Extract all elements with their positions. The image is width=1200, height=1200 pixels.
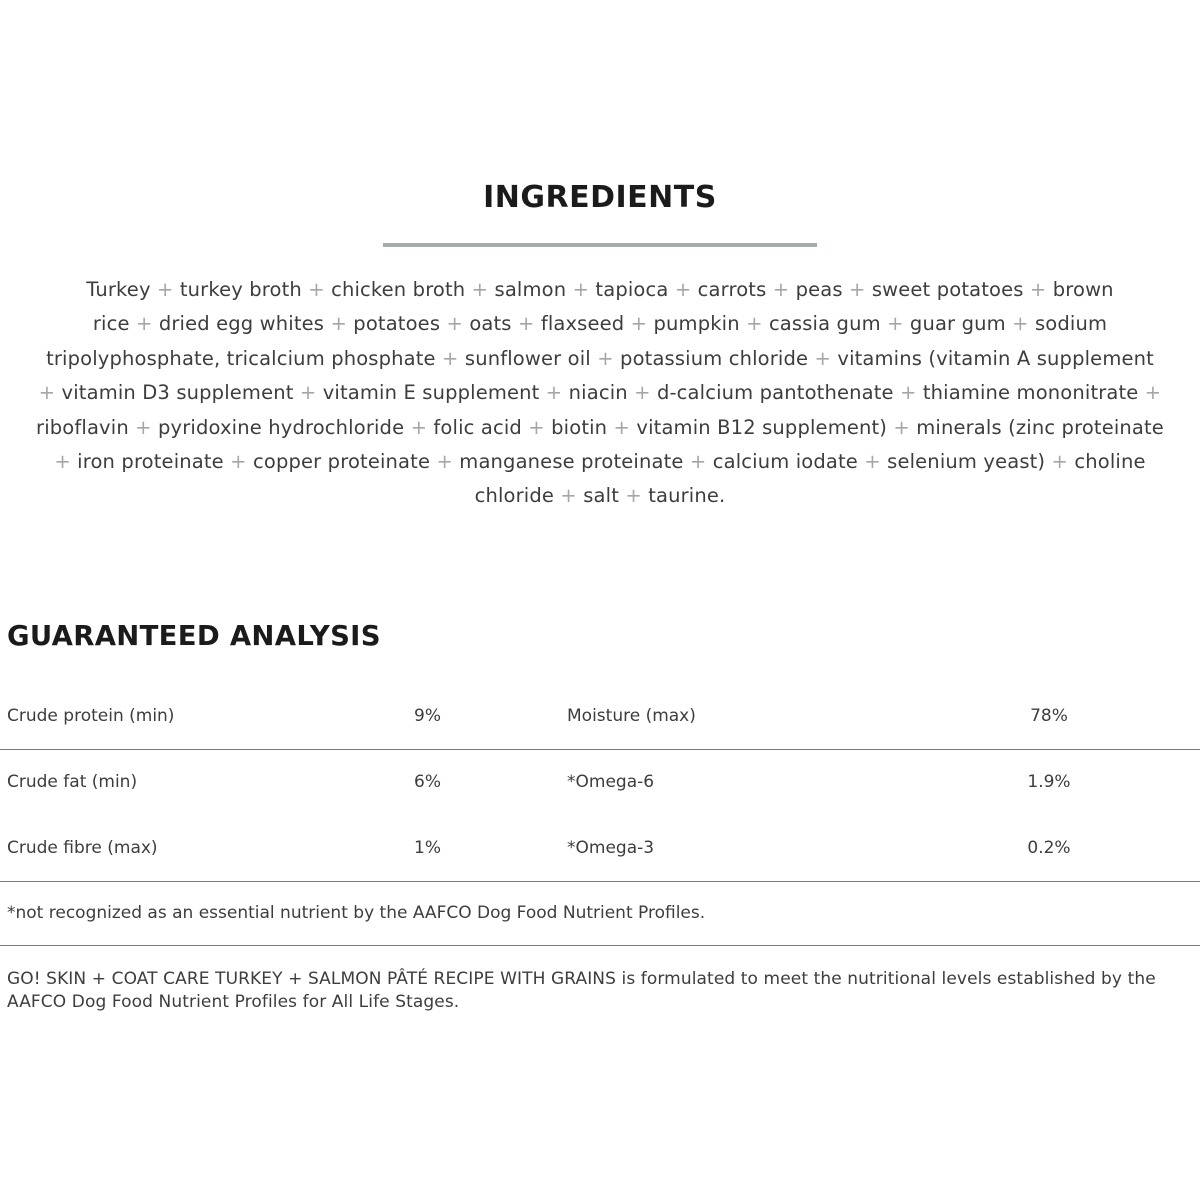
table-row — [0, 750, 1200, 816]
plus-separator: + — [1045, 450, 1075, 474]
plus-separator: + — [857, 450, 888, 474]
ingredient-item: manganese proteinate — [459, 450, 684, 474]
plus-separator: + — [223, 450, 254, 474]
plus-separator: + — [590, 346, 621, 370]
ingredient-item: minerals (zinc proteinate — [916, 415, 1164, 439]
plus-separator: + — [1005, 312, 1035, 336]
plus-separator: + — [521, 415, 552, 439]
ingredient-item: oats — [469, 312, 512, 336]
ingredients-line — [0, 342, 1200, 376]
ingredient-item: vitamin B12 supplement) — [636, 415, 894, 439]
nutrient-value: 9% — [414, 706, 441, 726]
ingredient-item: vitamin E supplement — [322, 381, 540, 405]
ingredient-item: dried egg whites — [158, 312, 325, 336]
ingredient-item: rice — [92, 312, 130, 336]
plus-separator: + — [624, 312, 654, 336]
plus-separator: + — [435, 346, 465, 370]
ingredient-item: sodium — [1034, 312, 1108, 336]
ingredients-line — [0, 273, 1200, 307]
nutrient-value: 78% — [1030, 706, 1068, 726]
ingredients-list — [0, 273, 1200, 514]
ingredient-item: sweet potatoes — [871, 278, 1024, 301]
ingredient-item: thiamine mononitrate — [922, 381, 1139, 405]
ingredients-heading: INGREDIENTS — [483, 180, 717, 215]
ingredient-item: iron proteinate — [77, 450, 224, 474]
ingredients-line — [0, 479, 1200, 513]
ingredient-item: pyridoxine hydrochloride — [158, 415, 405, 439]
aafco-statement: GO! SKIN + COAT CARE TURKEY + SALMON PÂTÉ RECIPE WITH GRAINS is formulated to meet the nutritional levels established by the AAFCO Dog Food Nutrient Profiles for All Life Stages. — [7, 969, 1156, 1012]
plus-separator: + — [1138, 381, 1162, 405]
ingredient-item: guar gum — [909, 312, 1006, 336]
ingredients-line — [0, 307, 1200, 341]
ingredient-item: flaxseed — [540, 312, 625, 336]
nutrient-value: 0.2% — [1027, 838, 1071, 858]
nutrient-label: Moisture (max) — [567, 706, 696, 726]
ingredient-item: pumpkin — [653, 312, 740, 336]
plus-separator: + — [808, 346, 838, 370]
ingredient-item: potassium chloride — [620, 346, 809, 370]
plus-separator: + — [324, 312, 354, 336]
plus-separator: + — [54, 450, 78, 474]
footnote-text: *not recognized as an essential nutrient by the AAFCO Dog Food Nutrient Profiles. — [7, 903, 706, 923]
footnote — [0, 880, 1200, 946]
guaranteed-analysis-table — [0, 684, 1200, 882]
plus-separator: + — [893, 415, 917, 439]
plus-separator: + — [430, 450, 460, 474]
ingredient-item: selenium yeast) — [887, 450, 1046, 474]
ingredient-item: cassia gum — [768, 312, 881, 336]
plus-separator: + — [38, 381, 62, 405]
ingredient-item: vitamin D3 supplement — [61, 381, 294, 405]
ingredient-item: vitamins (vitamin A supplement — [837, 346, 1154, 370]
plus-separator: + — [440, 312, 470, 336]
table-row — [0, 684, 1200, 750]
plus-separator: + — [129, 312, 159, 336]
ingredient-item: sunflower oil — [464, 346, 591, 370]
plus-separator: + — [627, 381, 657, 405]
plus-separator: + — [465, 278, 495, 301]
plus-separator: + — [607, 415, 637, 439]
nutrient-value: 6% — [414, 772, 441, 792]
ingredient-item: salmon — [494, 278, 567, 301]
ingredient-item: turkey broth — [179, 278, 302, 301]
plus-separator: + — [404, 415, 434, 439]
ingredient-item: niacin — [568, 381, 628, 405]
plus-separator: + — [128, 415, 159, 439]
plus-separator: + — [842, 278, 872, 301]
ingredient-item: tripolyphosphate, tricalcium phosphate — [46, 346, 436, 370]
plus-separator: + — [766, 278, 796, 301]
plus-separator: + — [1023, 278, 1053, 301]
plus-separator: + — [566, 278, 596, 301]
nutrient-value: 1.9% — [1027, 772, 1071, 792]
plus-separator: + — [893, 381, 923, 405]
ingredient-item: calcium iodate — [712, 450, 858, 474]
nutrient-label: *Omega-6 — [567, 772, 655, 792]
ingredient-item: Turkey — [86, 278, 151, 301]
ingredients-line — [0, 445, 1200, 479]
ingredient-item: copper proteinate — [253, 450, 431, 474]
ingredient-item: biotin — [551, 415, 608, 439]
ingredient-item: tapioca — [595, 278, 669, 301]
ingredient-item: carrots — [697, 278, 767, 301]
nutrient-label: Crude protein (min) — [7, 706, 175, 726]
ingredient-item: folic acid — [433, 415, 522, 439]
ingredients-heading-underline — [383, 243, 817, 247]
ingredient-item: choline — [1074, 450, 1146, 474]
plus-separator: + — [554, 484, 584, 508]
ingredient-item: potatoes — [353, 312, 441, 336]
ingredient-item: taurine. — [648, 484, 726, 508]
nutrient-label: Crude fibre (max) — [7, 838, 158, 858]
nutrient-label: *Omega-3 — [567, 838, 655, 858]
ingredient-item: salt — [583, 484, 620, 508]
nutrient-label: Crude fat (min) — [7, 772, 138, 792]
plus-separator: + — [293, 381, 323, 405]
plus-separator: + — [150, 278, 180, 301]
plus-separator: + — [683, 450, 713, 474]
plus-separator: + — [539, 381, 569, 405]
ingredients-line — [0, 411, 1200, 445]
guaranteed-analysis-heading: GUARANTEED ANALYSIS — [7, 620, 381, 652]
ingredient-item: riboflavin — [36, 415, 129, 439]
ingredient-item: chicken broth — [331, 278, 466, 301]
plus-separator: + — [880, 312, 910, 336]
plus-separator: + — [739, 312, 769, 336]
ingredients-line — [0, 376, 1200, 410]
ingredient-item: d-calcium pantothenate — [656, 381, 894, 405]
plus-separator: + — [511, 312, 541, 336]
nutrient-value: 1% — [414, 838, 441, 858]
plus-separator: + — [619, 484, 649, 508]
plus-separator: + — [668, 278, 698, 301]
ingredient-item: brown — [1052, 278, 1114, 301]
ingredient-item: peas — [795, 278, 843, 301]
plus-separator: + — [301, 278, 332, 301]
table-row — [0, 816, 1200, 882]
ingredient-item: chloride — [474, 484, 555, 508]
